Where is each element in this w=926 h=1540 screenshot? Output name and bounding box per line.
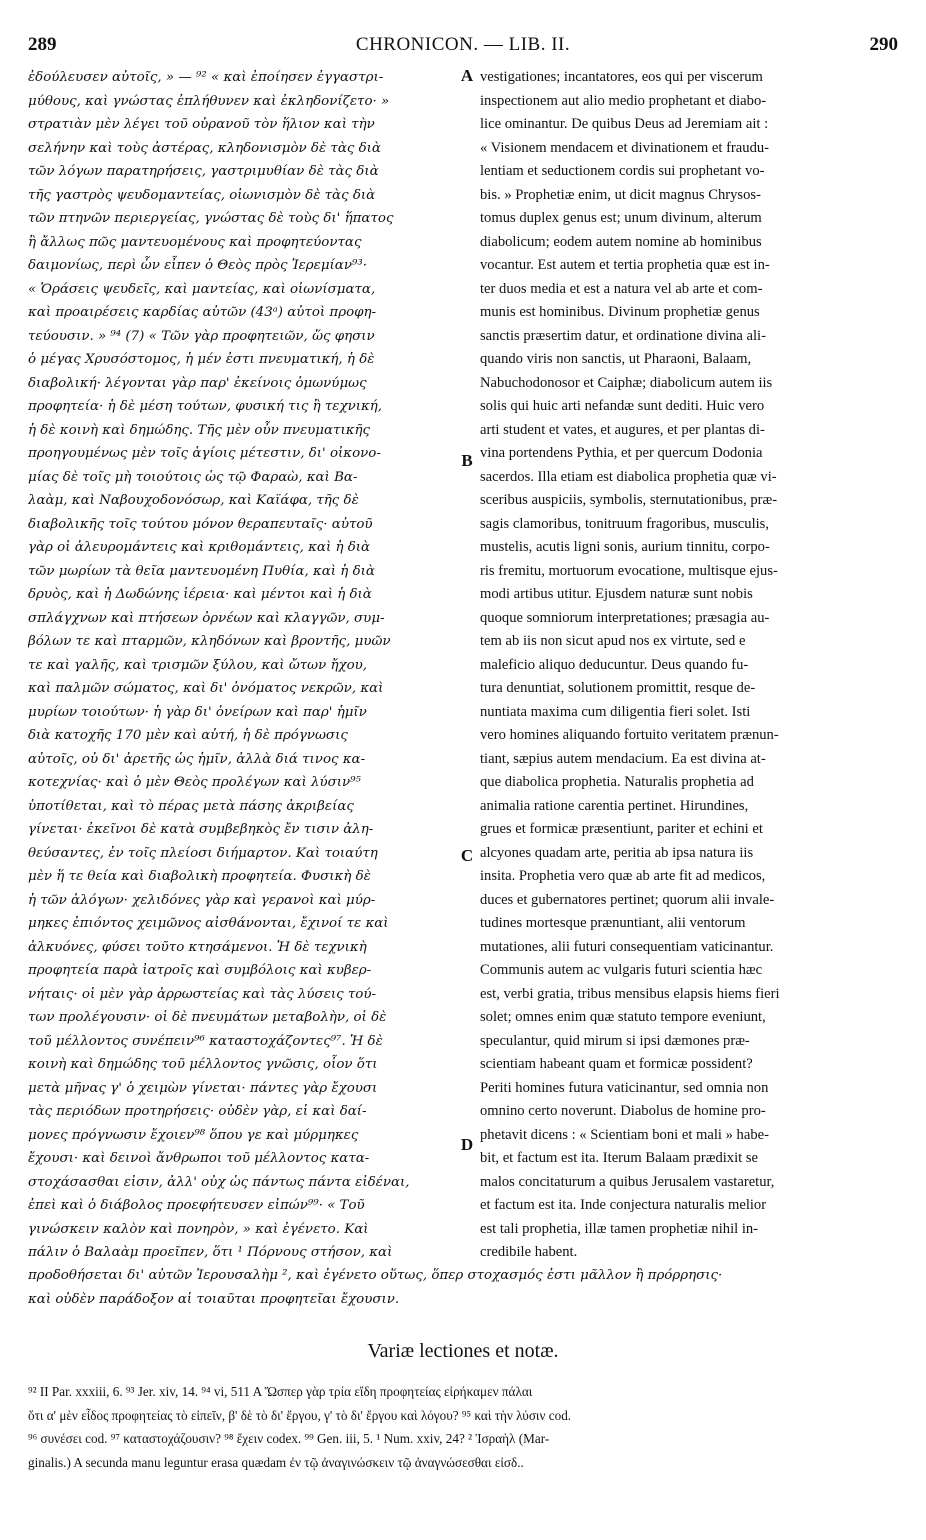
greek-text-line: τῶν μωρίων τὰ θεῖα μαντευομένη Πυθία, καὶ ἡ διὰ <box>28 563 375 579</box>
latin-text-line: credibile habent. <box>480 1244 578 1260</box>
latin-text-line: bit, et factum est ita. Iterum Balaam prædixit se <box>480 1150 759 1166</box>
greek-text-line: των προλέγουσιν· οἱ δὲ πνευμάτων μεταβολὴν, οἱ δὲ <box>28 1010 387 1025</box>
greek-text-line: γίνεται· ἐκεῖνοι δὲ κατὰ συμβεβηκὸς ἔν τισιν ἀλη- <box>28 822 374 837</box>
latin-text-line: duces et gubernatores pertinet; quorum alii invale- <box>480 891 775 908</box>
latin-text-line: solis qui huic arti nefandæ sunt dediti. Huic vero <box>480 398 765 414</box>
latin-text-line: Communis autem ac vulgaris futuri scientia hæc <box>480 962 763 978</box>
notes-heading: Variæ lectiones et notæ. <box>367 1340 559 1362</box>
greek-text-line: γὰρ οἱ ἀλευρομάντεις καὶ κριθομάντεις, καὶ ἡ διὰ <box>28 540 371 555</box>
latin-text-line: que diabolica prophetia. Naturalis prophetia ad <box>480 774 754 790</box>
latin-text-line: quoque somniorum interpretationes; præsagia au- <box>480 609 770 626</box>
latin-text-line: tura denuntiat, solutionem promittit, resque de- <box>480 680 756 696</box>
greek-text-line: δαιμονίως, περὶ ὧν εἶπεν ὁ Θεὸς πρὸς Ἱερεμίαν⁹³· <box>28 258 367 273</box>
greek-text-line: ἡ τῶν ἀλόγων· χελιδόνες γὰρ καὶ γερανοὶ καὶ μύρ- <box>28 892 376 908</box>
greek-text-line: γινώσκειν καλὸν καὶ πονηρὸν, » καὶ ἐγένετο. Καὶ <box>28 1221 369 1237</box>
latin-column <box>480 66 898 1265</box>
greek-continuation <box>28 1264 898 1311</box>
greek-text-line: τοῦ μέλλοντος συνέπειν⁹⁶ καταστοχάζοντες⁹⁷. Ἡ δὲ <box>28 1033 383 1049</box>
greek-text-line: τεύουσιν. » ⁹⁴ (7) « Τῶν γὰρ προφητειῶν, ὥς φησιν <box>28 328 375 344</box>
latin-text-line: modi artibus utitur. Ejusdem naturæ sunt nobis <box>480 586 753 602</box>
greek-text-line: κοινὴ καὶ δημώδης τοῦ μέλλοντος γνῶσις, οἷον ὅτι <box>28 1057 378 1072</box>
greek-text-line: διὰ κατοχῆς 170 μὲν καὶ αὐτή, ἡ δὲ πρόγνωσις <box>28 728 348 743</box>
greek-text-line: θεύσαντες, ἐν τοῖς πλείοσι διήμαρτον. Καὶ τοιαύτη <box>28 845 378 861</box>
latin-text-line: vero homines aliquando fortuito veritatem prænun- <box>480 727 779 743</box>
latin-text-line: insita. Prophetia vero quæ ab arte fit ad medicos, <box>480 868 766 884</box>
latin-text-line: et factum est ita. Inde conjectura naturalis melior <box>480 1197 767 1213</box>
greek-text-line: σελήνην καὶ τοὺς ἀστέρας, κληδονισμὸν δὲ τὰς διὰ <box>28 140 381 156</box>
greek-text-line: σπλάγχνων καὶ πτήσεων ὀρνέων καὶ κλαγγῶν, συμ- <box>28 610 385 626</box>
greek-text-line: δρυὸς, καὶ ἡ Δωδώνης ἱέρεια· καὶ μέντοι καὶ ἡ διὰ <box>28 587 372 602</box>
greek-text-line: κοτεχνίας· καὶ ὁ μὲν Θεὸς προλέγων καὶ λύσιν⁹⁵ <box>28 775 361 790</box>
greek-text-line: πάλιν ὁ Βαλαὰμ προεῖπεν, ὅτι ¹ Πόρνους στήσον, καὶ <box>28 1245 393 1260</box>
notes-block <box>28 1380 898 1474</box>
latin-text-line: sagis clamoribus, tonitruum fragoribus, musculis, <box>480 515 770 532</box>
note-line: ὅτι α' μὲν εἶδος προφητείας τὸ εἰπεῖν, β' δὲ τὸ δι' ἔργου, γ' τὸ δι' ἔργου καὶ λόγου? ⁹⁵ καὶ τὴν λύσιν cod. <box>28 1407 572 1423</box>
latin-text-line: Periti homines futura vaticinantur, sed omnia non <box>480 1079 769 1096</box>
latin-text-line: mutationes, alii futuri consequentiam vaticinantur. <box>480 938 774 955</box>
latin-text-line: est, verbi gratia, tribus mensibus elapsis hiems fieri <box>480 985 780 1002</box>
greek-text-line: αὐτοῖς, οὐ δι' ἀρετῆς ὡς ἡμῖν, ἀλλὰ διά τινος κα- <box>28 751 366 767</box>
greek-text-line: διαβολική· λέγονται γὰρ παρ' ἐκείνοις ὁμωνύμως <box>28 375 367 391</box>
greek-text-line: τῆς γαστρὸς ψευδομαντείας, οἰωνισμὸν δὲ τὰς διὰ <box>28 187 376 203</box>
greek-text-line: στρατιὰν μὲν λέγει τοῦ οὐρανοῦ τὸν ἥλιον καὶ τὴν <box>28 117 375 132</box>
running-title: CHRONICON. — LIB. II. <box>355 34 571 55</box>
greek-text-line: νήταις· οἱ μὲν γὰρ ἀρρωστείας καὶ τὰς λύσεις τού- <box>28 986 377 1002</box>
latin-text-line: Nabuchodonosor et Caiphæ; diabolicum autem iis <box>480 374 773 391</box>
greek-text-line: ἔχουσι· καὶ δεινοὶ ἄνθρωποι τοῦ μέλλοντος κατα- <box>28 1151 370 1166</box>
latin-text-line: sanctis præsertim datur, et ordinatione divina ali- <box>480 327 766 344</box>
section-marker: A <box>460 66 474 85</box>
latin-text-line: speculantur, quid mirum si ipsi dæmones præ- <box>480 1032 750 1049</box>
section-marker: B <box>461 451 473 471</box>
latin-text-line: tiant, sæpius autem mendacium. Ea est divina at- <box>480 750 766 767</box>
latin-text-line: munis est hominibus. Divinum prophetiæ genus <box>480 304 760 320</box>
latin-text-line: est tali prophetia, illæ tamen prophetiæ nihil in- <box>480 1220 759 1237</box>
latin-text-line: malos concitaturum a quibus Jerusalem vastaretur, <box>480 1173 775 1190</box>
latin-text-line: inspectionem aut alio medio prophetant et diabo- <box>480 92 767 109</box>
greek-text-line: τῶν πτηνῶν περιεργείας, γνώστας δὲ τοὺς δι' ἥπατος <box>28 211 394 226</box>
greek-text-line: καὶ προαιρέσεις καρδίας αὐτῶν (43ᵃ) αὐτοὶ προφη- <box>28 305 377 320</box>
latin-text-line: sacerdos. Illa etiam est diabolica prophetia quæ vi- <box>480 468 777 485</box>
latin-text-line: phetavit dicens : « Scientiam boni et mali » habe- <box>480 1126 769 1143</box>
greek-text-line: μίας δὲ τοῖς μὴ τοιούτοις ὡς τῷ Φαραὼ, καὶ Βα- <box>28 469 358 485</box>
page-header <box>28 34 898 60</box>
note-line: ⁹² II Par. xxxiii, 6. ⁹³ Jer. xiv, 14. ⁹⁴ vi, 511 A Ὥσπερ γὰρ τρία εἴδη προφητείας εἰρήκαμεν πάλαι <box>28 1384 533 1399</box>
greek-full-width-line: προδοθήσεται δι' αὐτῶν Ἱερουσαλὴμ ², καὶ ἐγένετο οὕτως, ὅπερ στοχασμός ἐστι μᾶλλον ἢ πρόρρησις· <box>28 1268 723 1283</box>
greek-text-line: μετὰ μῆνας γ' ὁ χειμὼν γίνεται· πάντες γὰρ ἔχουσι <box>28 1080 378 1096</box>
latin-text-line: omnino certo noverunt. Diabolus de homine pro- <box>480 1103 766 1119</box>
page-number-left: 289 <box>28 34 57 55</box>
greek-column <box>28 66 454 1265</box>
greek-text-line: ἐπεὶ καὶ ὁ διάβολος προεφήτευσεν εἰπών⁹⁹· « Τοῦ <box>28 1198 365 1213</box>
page-number-right: 290 <box>869 34 898 55</box>
section-marker: D <box>460 1135 474 1155</box>
latin-text-line: alcyones quadam arte, peritia ab ipsa natura iis <box>480 844 754 861</box>
greek-text-line: τε καὶ γαλῆς, καὶ τρισμῶν ξύλου, καὶ ὤτων ἤχου, <box>28 657 368 673</box>
latin-text-line: nuntiata maxima cum diligentia fieri solet. Isti <box>480 703 751 720</box>
latin-text-line: mustelis, acutis ligni sonis, aurium tinnitu, corpo- <box>480 539 770 555</box>
latin-text-line: tomus duplex genus est; unum divinum, alterum <box>480 210 762 226</box>
section-marker: C <box>460 846 474 866</box>
latin-text-line: vocantur. Est autem et tertia prophetia quæ est in- <box>480 257 770 273</box>
note-line: ginalis.) A secunda manu leguntur erasa quædam ἐν τῷ ἀναγινώσκειν τῷ ἀναγνώσεσθαι εἰσδ.. <box>28 1454 524 1470</box>
greek-text-line: προηγουμένως μὲν τοῖς ἁγίοις μέτεστιν, δι' οἰκονο- <box>28 446 381 461</box>
greek-text-line: καὶ παλμῶν σώματος, καὶ δι' ὀνόματος νεκρῶν, καὶ <box>28 681 384 696</box>
greek-text-line: λαὰμ, καὶ Ναβουχοδονόσωρ, καὶ Καϊάφα, τῆς δὲ <box>28 493 359 508</box>
latin-text-line: grues et formicæ præsentiunt, pariter et echini et <box>480 821 763 837</box>
latin-text-line: vestigationes; incantatores, eos qui per viscerum <box>480 69 763 85</box>
latin-text-line: animalia ratione carentia pertinet. Hirundines, <box>480 797 749 814</box>
greek-text-line: προφητεία παρὰ ἰατροῖς καὶ συμβόλοις καὶ κυβερ- <box>28 963 372 978</box>
greek-text-line: μονες πρόγνωσιν ἔχοιεν⁹⁸ ὅπου γε καὶ μύρμηκες <box>28 1127 359 1143</box>
latin-text-line: maleficio aliquo deducuntur. Deus quando fu- <box>480 656 749 673</box>
greek-text-line: βόλων τε καὶ πταρμῶν, κληδόνων καὶ βροντῆς, μυῶν <box>28 634 391 649</box>
latin-text-line: « Visionem mendacem et divinationem et fraudu- <box>480 139 770 156</box>
latin-text-line: scientiam habeant quam et formicæ possident? <box>480 1056 753 1072</box>
greek-text-line: τὰς περιόδων προτηρήσεις· οὐδὲν γὰρ, εἰ καὶ δαί- <box>28 1104 367 1119</box>
greek-text-line: μυρίων τοιούτων· ἡ γὰρ δι' ὀνείρων καὶ παρ' ἡμῖν <box>28 704 367 720</box>
greek-text-line: στοχάσασθαι εἰσιν, ἀλλ' οὐχ ὡς πάντως πάντα εἰδέναι, <box>28 1174 410 1190</box>
greek-text-line: ἀλκυόνες, φύσει τοῦτο κτησάμενοι. Ἡ δὲ τεχνικὴ <box>28 939 367 955</box>
latin-text-line: bis. » Prophetiæ enim, ut dicit magnus Chrysos- <box>480 186 761 203</box>
latin-text-line: tem ab iis non sicut apud nos ex virtute, sed e <box>480 633 746 649</box>
latin-text-line: diabolicum; eodem autem nomine ab hominibus <box>480 233 762 250</box>
latin-text-line: solet; omnes enim quæ statuto tempore eveniunt, <box>480 1009 766 1025</box>
latin-text-line: lentiam et seductionem cordis sui prophetant vo- <box>480 163 765 179</box>
latin-text-line: lice ominantur. De quibus Deus ad Jeremiam ait : <box>480 116 769 132</box>
greek-text-line: ὁ μέγας Χρυσόστομος, ἡ μέν ἐστι πνευματική, ἡ δὲ <box>28 352 375 367</box>
latin-text-line: ter duos media et est a natura vel ab arte et com- <box>480 280 763 297</box>
latin-text-line: arti student et vates, et augures, et per plantas di- <box>480 421 765 438</box>
latin-text-line: vina portendens Pythia, et per quercum Dodonia <box>480 445 763 461</box>
latin-text-line: quando viris non sanctis, ut Pharaoni, Balaam, <box>480 351 752 367</box>
greek-text-line: μὲν ἥ τε θεία καὶ διαβολικὴ προφητεία. Φυσικὴ δὲ <box>28 869 371 884</box>
greek-text-line: ἡ δὲ κοινὴ καὶ δημώδης. Τῆς μὲν οὖν πνευματικῆς <box>28 422 370 438</box>
greek-text-line: ὑποτίθεται, καὶ τὸ πέρας μετὰ πάσης ἀκριβείας <box>28 798 354 814</box>
greek-text-line: τῶν λόγων παρατηρήσεις, γαστριμυθίαν δὲ τὰς διὰ <box>28 164 379 179</box>
greek-text-line: μύθους, καὶ γνώστας ἐπλήθυνεν καὶ ἐκληδονίζετο· » <box>28 93 390 109</box>
greek-text-line: προφητεία· ἡ δὲ μέση τούτων, φυσική τις ἢ τεχνική, <box>28 399 383 414</box>
greek-text-line: μηκες ἐπιόντος χειμῶνος αἰσθάνονται, ἔχινοί τε καὶ <box>28 916 389 931</box>
greek-full-width-line: καὶ οὐδὲν παράδοξον αἱ τοιαῦται προφητεῖαι ἔχουσιν. <box>28 1291 400 1307</box>
latin-text-line: tudines mortesque prænuntiant, alii ventorum <box>480 915 746 931</box>
latin-text-line: ris fremitu, mortuorum evocatione, multisque ejus- <box>480 562 778 579</box>
greek-text-line: ἐδούλευσεν αὐτοῖς, » — ⁹² « καὶ ἐποίησεν ἐγγαστρι- <box>28 70 384 85</box>
latin-text-line: sceribus auspiciis, symbolis, sternutationibus, præ- <box>480 492 778 508</box>
greek-text-line: διαβολικῆς τοῖς τούτου μόνον θεραπευταῖς· αὐτοῦ <box>28 516 373 532</box>
greek-text-line: « Ὁράσεις ψευδεῖς, καὶ μαντείας, καὶ οἰωνίσματα, <box>28 281 376 297</box>
greek-text-line: ἢ ἄλλως πῶς μαντευομένους καὶ προφητεύοντας <box>28 234 362 250</box>
note-line: ⁹⁶ συνέσει cod. ⁹⁷ καταστοχάζουσιν? ⁹⁸ ἔχειν codex. ⁹⁹ Gen. iii, 5. ¹ Num. xxiv, 24? ² Ἰσραὴλ (Mar- <box>28 1431 550 1446</box>
